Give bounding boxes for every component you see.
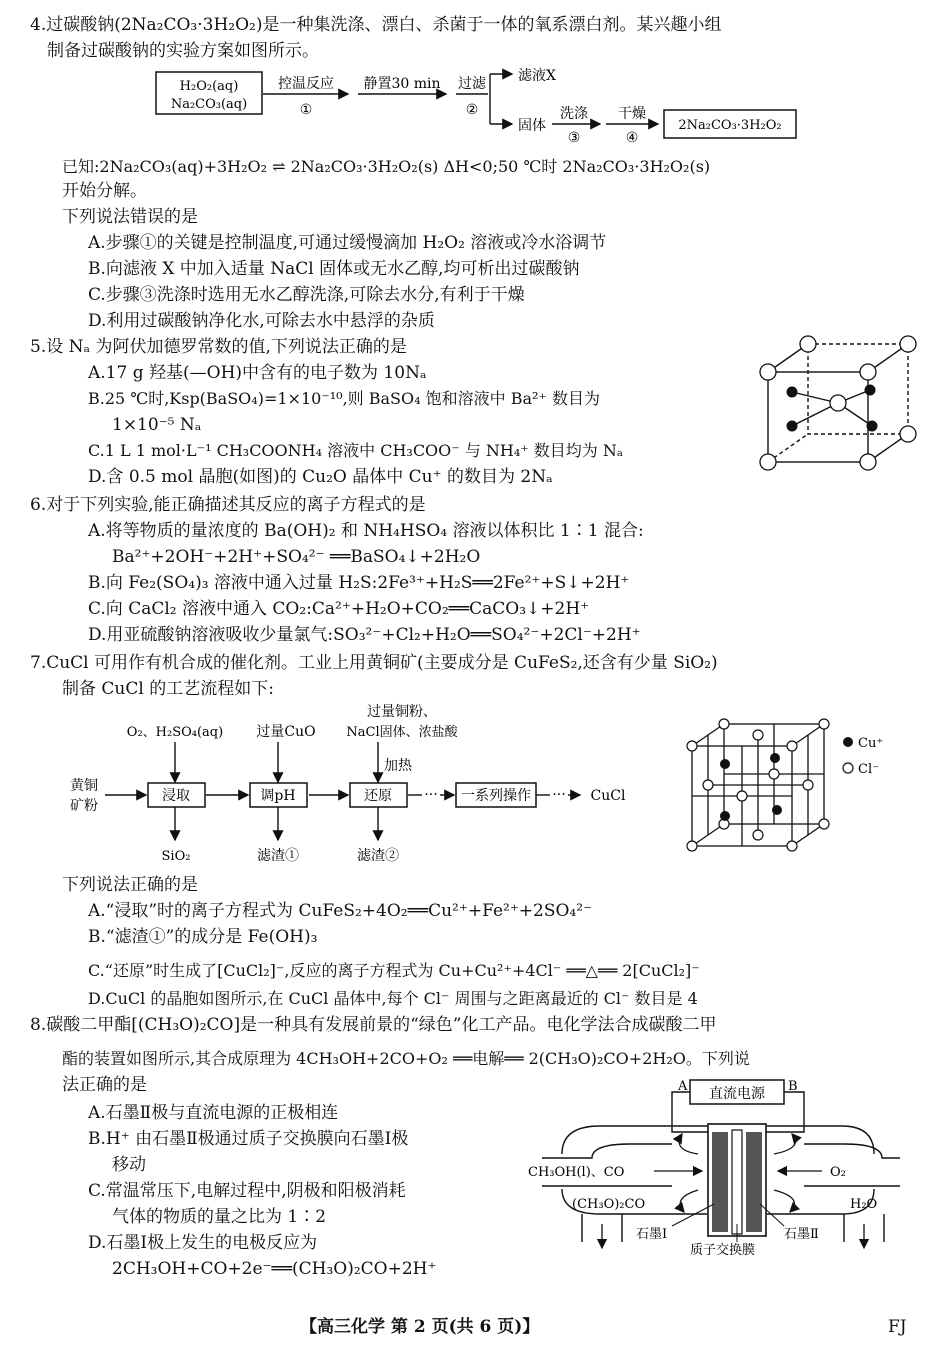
q7-reagent3a: 过量铜粉、	[367, 704, 437, 720]
q4-ask: 下列说法错误的是	[62, 207, 198, 227]
q6-option-d[interactable]: D.用亚硫酸钠溶液吸收少量氯气:SO₃²⁻+Cl₂+H₂O══SO₄²⁻+2Cl⁻+2H⁺	[88, 625, 641, 645]
q4-flow-dry-label: 干燥	[618, 106, 646, 122]
q8-terminal-a: A	[678, 1079, 688, 1094]
q8-stem-line3: 法正确的是	[62, 1075, 147, 1095]
q7-reagent2: 过量CuO	[256, 724, 316, 740]
q7-step-leach: 浸取	[162, 788, 190, 804]
q7-step-ops: 一系列操作	[461, 788, 531, 804]
q8-output-right: H₂O	[850, 1197, 878, 1212]
q7-ask: 下列说法正确的是	[62, 875, 198, 895]
q4-flow-step1-label: 控温反应	[278, 76, 334, 92]
q5-stem: 5.设 Nₐ 为阿伏加德罗常数的值,下列说法正确的是	[30, 337, 407, 357]
q7-process-flow	[60, 700, 660, 870]
footer-page-title: 【高三化学 第 2 页(共 6 页)】	[300, 1317, 540, 1337]
q5-option-b-cont: 1×10⁻⁵ Nₐ	[112, 415, 202, 435]
q8-electrode-2: 石墨Ⅱ	[784, 1227, 819, 1242]
q8-membrane-label: 质子交换膜	[690, 1243, 756, 1258]
q7-option-a[interactable]: A.“浸取”时的离子方程式为 CuFeS₂+4O₂══Cu²⁺+Fe²⁺+2SO₄²⁻	[88, 901, 593, 921]
q8-option-d[interactable]: D.石墨Ⅰ极上发生的电极反应为	[88, 1233, 318, 1253]
q8-stem-line2: 酯的装置如图所示,其合成原理为 4CH₃OH+2CO+O₂ ══电解══ 2(CH₃O)₂CO+2H₂O。下列说	[62, 1049, 750, 1068]
q8-electrolysis-diagram	[522, 1074, 912, 1260]
q4-flow-diagram	[150, 64, 810, 148]
q7-option-b[interactable]: B.“滤渣①”的成分是 Fe(OH)₃	[88, 927, 318, 947]
q4-flow-reactant1: H₂O₂(aq)	[179, 79, 239, 94]
q4-flow-step2-num: ②	[465, 102, 479, 118]
q8-output-left: (CH₃O)₂CO	[572, 1197, 646, 1212]
q7-raw-line1: 黄铜	[70, 778, 98, 794]
q5-option-d[interactable]: D.含 0.5 mol 晶胞(如图)的 Cu₂O 晶体中 Cu⁺ 的数目为 2Nₐ	[88, 467, 553, 487]
footer-code: FJ	[888, 1317, 907, 1337]
q8-option-c-cont: 气体的物质的量之比为 1∶2	[112, 1207, 327, 1227]
q8-input-left: CH₃OH(l)、CO	[528, 1165, 625, 1180]
q7-stem-line2: 制备 CuCl 的工艺流程如下:	[62, 679, 274, 699]
q7-raw-line2: 矿粉	[70, 798, 98, 814]
q4-option-a[interactable]: A.步骤①的关键是控制温度,可通过缓慢滴加 H₂O₂ 溶液或冷水浴调节	[88, 233, 607, 253]
q7-out-sio2: SiO₂	[161, 849, 191, 864]
q4-known-line2: 开始分解。	[62, 181, 147, 201]
q8-input-right: O₂	[830, 1165, 846, 1180]
q4-flow-reactant2: Na₂CO₃(aq)	[170, 97, 248, 112]
q7-reagent3b: NaCl固体、浓盐酸	[346, 725, 458, 740]
q7-dots2: ···	[552, 787, 566, 803]
q6-option-a-cont: Ba²⁺+2OH⁻+2H⁺+SO₄²⁻ ══BaSO₄↓+2H₂O	[112, 547, 481, 567]
q7-option-c[interactable]: C.“还原”时生成了[CuCl₂]⁻,反应的离子方程式为 Cu+Cu²⁺+4Cl⁻ ══△══ 2[CuCl₂]⁻	[88, 961, 700, 980]
q7-legend-cu: Cu⁺	[858, 736, 884, 751]
q4-flow-filter-label: 过滤	[458, 76, 486, 92]
q4-stem-line1: 4.过碳酸钠(2Na₂CO₃·3H₂O₂)是一种集洗涤、漂白、杀菌于一体的氧系漂白剂。某兴趣小组	[30, 15, 722, 35]
q4-flow-step4-num: ④	[625, 130, 639, 146]
q8-option-c[interactable]: C.常温常压下,电解过程中,阴极和阳极消耗	[88, 1181, 406, 1201]
q4-known-line1: 已知:2Na₂CO₃(aq)+3H₂O₂ ⇌ 2Na₂CO₃·3H₂O₂(s) ΔH<0;50 ℃时 2Na₂CO₃·3H₂O₂(s)	[62, 157, 711, 176]
q7-heat: 加热	[384, 758, 412, 774]
q5-option-c[interactable]: C.1 L 1 mol·L⁻¹ CH₃COONH₄ 溶液中 CH₃COO⁻ 与 NH₄⁺ 数目均为 Nₐ	[88, 441, 624, 460]
q4-flow-product: 2Na₂CO₃·3H₂O₂	[678, 118, 782, 133]
q4-flow-filtrate: 滤液X	[518, 68, 556, 84]
q8-stem-line1: 8.碳酸二甲酯[(CH₃O)₂CO]是一种具有发展前景的“绿色”化工产品。电化学法合成碳酸二甲	[30, 1015, 717, 1035]
q6-option-c[interactable]: C.向 CaCl₂ 溶液中通入 CO₂:Ca²⁺+H₂O+CO₂══CaCO₃↓+2H⁺	[88, 599, 590, 619]
q6-stem: 6.对于下列实验,能正确描述其反应的离子方程式的是	[30, 495, 426, 515]
q4-flow-step3-num: ③	[567, 130, 581, 146]
q7-out-residue2: 滤渣②	[357, 848, 399, 864]
q4-flow-rest-label: 静置30 min	[363, 76, 441, 92]
q4-option-c[interactable]: C.步骤③洗涤时选用无水乙醇洗涤,可除去水分,有利于干燥	[88, 285, 525, 305]
q6-option-a[interactable]: A.将等物质的量浓度的 Ba(OH)₂ 和 NH₄HSO₄ 溶液以体积比 1∶1 混合:	[88, 521, 644, 541]
q8-terminal-b: B	[788, 1079, 798, 1094]
q4-flow-step1-num: ①	[299, 102, 313, 118]
q5-cu2o-unit-cell	[752, 334, 918, 476]
q4-stem-line2: 制备过碳酸钠的实验方案如图所示。	[47, 41, 319, 61]
q6-option-b[interactable]: B.向 Fe₂(SO₄)₃ 溶液中通入过量 H₂S:2Fe³⁺+H₂S══2Fe²⁺+S↓+2H⁺	[88, 573, 630, 593]
q7-step-ph: 调pH	[260, 788, 296, 804]
q4-flow-solid: 固体	[518, 118, 546, 134]
q7-stem-line1: 7.CuCl 可用作有机合成的催化剂。工业上用黄铜矿(主要成分是 CuFeS₂,还含有少量 SiO₂)	[30, 653, 718, 673]
q7-option-d[interactable]: D.CuCl 的晶胞如图所示,在 CuCl 晶体中,每个 Cl⁻ 周围与之距离最近的 Cl⁻ 数目是 4	[88, 989, 698, 1008]
q4-option-b[interactable]: B.向滤液 X 中加入适量 NaCl 固体或无水乙醇,均可析出过碳酸钠	[88, 259, 580, 279]
q7-cucl-unit-cell	[680, 714, 930, 864]
q8-option-b-cont: 移动	[112, 1155, 146, 1175]
q4-option-d[interactable]: D.利用过碳酸钠净化水,可除去水中悬浮的杂质	[88, 311, 435, 331]
q8-option-b[interactable]: B.H⁺ 由石墨Ⅱ极通过质子交换膜向石墨Ⅰ极	[88, 1129, 409, 1149]
q7-reagent1: O₂、H₂SO₄(aq)	[126, 725, 224, 740]
q8-electrode-1: 石墨Ⅰ	[636, 1227, 668, 1242]
q7-legend-cl: Cl⁻	[858, 762, 879, 777]
q8-power-supply: 直流电源	[709, 1086, 765, 1102]
q8-option-a[interactable]: A.石墨Ⅱ极与直流电源的正极相连	[88, 1103, 339, 1123]
q7-step-reduce: 还原	[364, 788, 392, 804]
q8-option-d-cont: 2CH₃OH+CO+2e⁻══(CH₃O)₂CO+2H⁺	[112, 1259, 437, 1279]
q7-out-residue1: 滤渣①	[257, 848, 299, 864]
q4-flow-wash-label: 洗涤	[560, 106, 588, 122]
q7-dots1: ···	[424, 787, 438, 803]
q7-product: CuCl	[590, 788, 626, 804]
q5-option-a[interactable]: A.17 g 羟基(—OH)中含有的电子数为 10Nₐ	[88, 363, 427, 383]
q5-option-b[interactable]: B.25 ℃时,Ksp(BaSO₄)=1×10⁻¹⁰,则 BaSO₄ 饱和溶液中 Ba²⁺ 数目为	[88, 389, 600, 408]
